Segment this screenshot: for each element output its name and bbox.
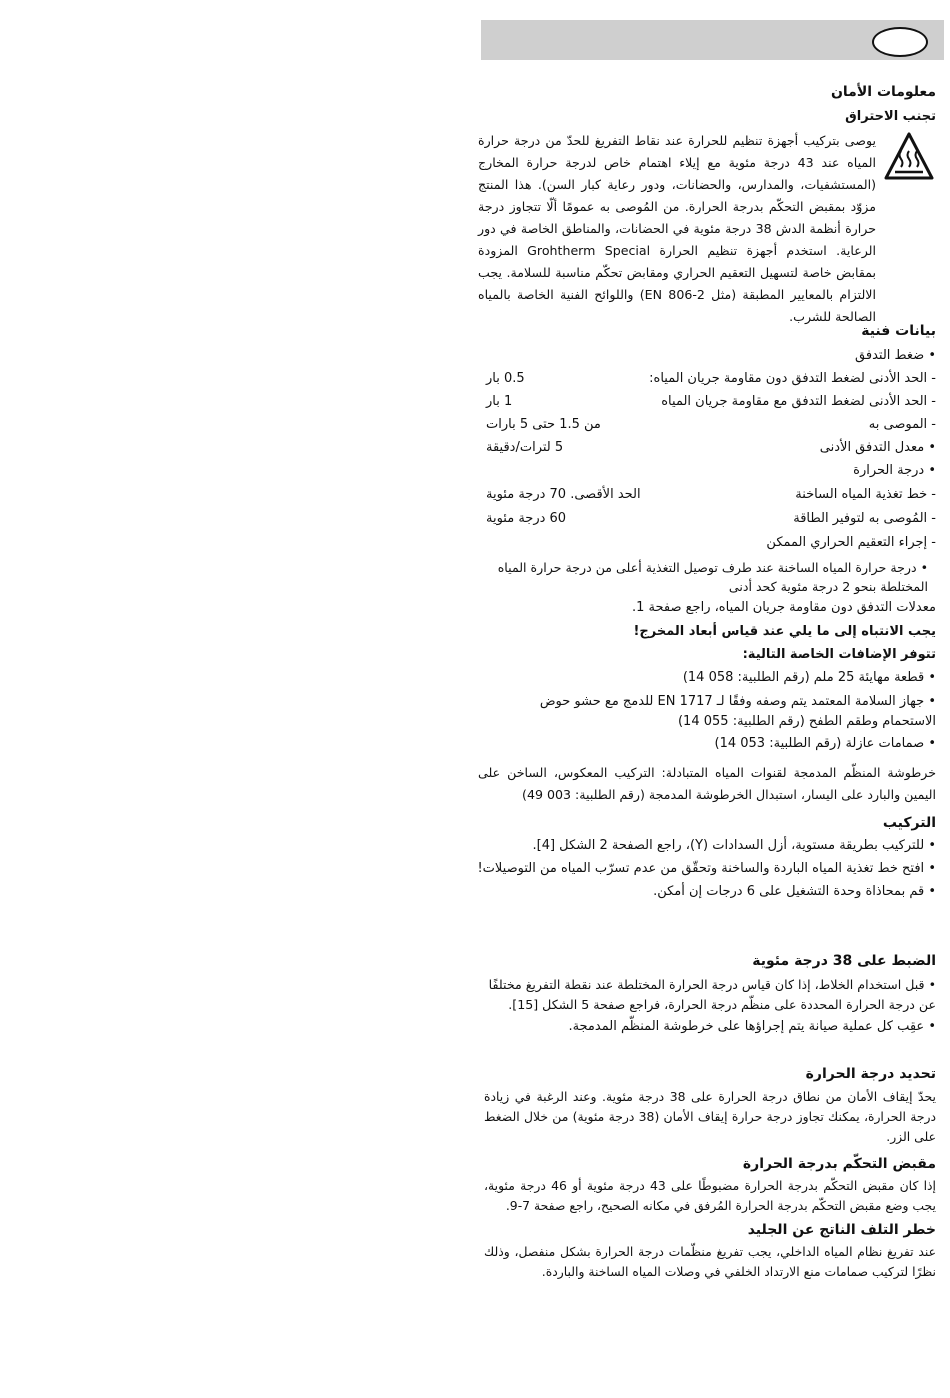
extra-item: • صمامات عازلة (رقم الطلبية: 053 14) — [714, 736, 936, 751]
burn-title: تجنب الاحتراق — [845, 109, 936, 124]
tech-row — [478, 463, 936, 485]
tech-row — [478, 371, 936, 393]
tech-row-label: - خط تغذية المياه الساخنة — [795, 487, 936, 502]
tech-row-label: - الموصى به — [868, 417, 936, 432]
frost-text: عند تفريغ نظام المياه الداخلي، يجب تفريغ منظّمات درجة الحرارة بشكل منفصل، وذلك نظرًا لتركيب صمامات منع الارتداد الخلفي في وصلات المياه الساخنة والباردة. — [484, 1244, 936, 1279]
adjust-item: • قبل استخدام الخلاط، إذا كان قياس درجة الحرارة المختلطة عند نقطة التفريغ مختلفًا عن درجة الحرارة المحددة على منظّم درجة الحرارة، فراجع صفحة 5 الشكل [15]. — [488, 977, 936, 1012]
install-item-text: للتركيب بطريقة مستوية، أزل السدادات (Y)، راجع الصفحة 2 الشكل [4]. — [532, 838, 925, 853]
tech-row-label: - الحد الأدنى لضغط التدفق مع مقاومة جريان المياه — [661, 394, 936, 409]
install-item: • قم بمحاذاة وحدة التشغيل على 6 درجات إن أمكن. — [653, 884, 936, 899]
tech-row — [478, 440, 936, 462]
language-code-oval — [872, 27, 928, 57]
adjust-title: الضبط على 38 درجة مئوية — [752, 953, 936, 969]
tech-row-value: 60 درجة مئوية — [486, 511, 567, 526]
tech-row-label: - الحد الأدنى لضغط التدفق دون مقاومة جريان المياه: — [649, 371, 936, 386]
install-item-text: قم بمحاذاة وحدة التشغيل على 6 درجات إن أمكن. — [653, 884, 925, 899]
extra-item: • قطعة مهايئة 25 ملم (رقم الطلبية: 058 14) — [682, 670, 936, 685]
adjust-item-text: قبل استخدام الخلاط، إذا كان قياس درجة الحرارة المختلطة عند نقطة التفريغ مختلفًا عن درجة الحرارة المحددة على منظّم درجة الحرارة، فراجع صفحة 5 الشكل [15]. — [488, 977, 936, 1012]
tech-row-label: - إجراء التعقيم الحراري الممكن — [766, 535, 936, 550]
extra-item-text: صمامات عازلة (رقم الطلبية: 053 14) — [714, 736, 925, 751]
tech-row-label: • درجة الحرارة — [853, 463, 936, 478]
install-item: • للتركيب بطريقة مستوية، أزل السدادات (Y)، راجع الصفحة 2 الشكل [4]. — [532, 838, 936, 853]
safety-title: معلومات الأمان — [830, 84, 936, 100]
adjust-item-text: عقِب كل عملية صيانة يتم إجراؤها على خرطوشة المنظّم المدمجة. — [568, 1019, 925, 1034]
handle-title: مقبض التحكّم بدرجة الحرارة — [742, 1156, 936, 1172]
install-item-text: افتح خط تغذية المياه الباردة والساخنة وتحقّق من عدم تسرّب المياه من التوصيلات! — [477, 861, 925, 876]
tech-row — [478, 394, 936, 416]
tech-row — [478, 535, 936, 557]
tech-row — [478, 487, 936, 509]
cartridge-note: خرطوشة المنظّم المدمجة لقنوات المياه المتبادلة: التركيب المعكوس، الساخن على اليمين والبارد على اليسار، استبدال الخرطوشة المدمجة (رقم الطلبية: 003 49) — [478, 765, 936, 802]
temp-note: • درجة حرارة المياه الساخنة عند طرف توصيل التغذية أعلى من درجة حرارة المياه المختلطة بنحو 2 درجة مئوية كحد أدنى — [497, 560, 928, 594]
handle-text: إذا كان مقبض التحكّم بدرجة الحرارة مضبوطًا على 43 درجة مئوية أو 46 درجة مئوية، يجب وضع مقبض التحكّم بدرجة الحرارة المُرفق في مكانه الصحيح، راجع صفحة 7-9. — [484, 1178, 936, 1213]
tech-row-value: الحد الأقصى. 70 درجة مئوية — [486, 487, 641, 502]
extra-item-text: قطعة مهايئة 25 ملم (رقم الطلبية: 058 14) — [682, 670, 925, 685]
tech-row — [478, 348, 936, 370]
tech-row-label: • معدل التدفق الأدنى — [819, 440, 936, 455]
tech-row-label: • ضغط التدفق — [855, 348, 936, 363]
install-item: • افتح خط تغذية المياه الباردة والساخنة وتحقّق من عدم تسرّب المياه من التوصيلات! — [477, 861, 936, 876]
extra-item-text: جهاز السلامة المعتمد يتم وصفه وفقًا لـ EN 1717 للدمج مع حشو حوض الاستحمام وطقم الطفح (رقم الطلبية: 055 14) — [539, 694, 936, 729]
extras-title: تتوفر الإضافات الخاصة التالية: — [742, 647, 936, 662]
tech-row-value: 5 لترات/دقيقة — [486, 440, 564, 455]
limit-title: تحديد درجة الحرارة — [805, 1066, 936, 1082]
tech-row-value: 1 بار — [486, 394, 513, 409]
tech-row-value: من 1.5 حتى 5 بارات — [486, 417, 601, 432]
outlet-warning: يجب الانتباه إلى ما يلي عند قياس أبعاد المخرج! — [633, 624, 936, 639]
tech-row — [478, 511, 936, 533]
tech-row-label: - المُوصى به لتوفير الطاقة — [793, 511, 936, 526]
flow-note: معدلات التدفق دون مقاومة جريان المياه، راجع صفحة 1. — [631, 600, 936, 615]
tech-title: بيانات فنية — [861, 323, 936, 339]
hot-surface-warning-icon — [883, 131, 935, 183]
frost-title: خطر التلف الناتج عن الجليد — [747, 1222, 936, 1238]
tech-row — [478, 417, 936, 439]
limit-text: يحدّ إيقاف الأمان من نطاق درجة الحرارة على 38 درجة مئوية. وعند الرغبة في زيادة درجة الحرارة، يمكنك تجاوز درجة حرارة إيقاف الأمان (38 درجة مئوية) من خلال الضغط على الزر. — [484, 1089, 937, 1144]
extra-item: • جهاز السلامة المعتمد يتم وصفه وفقًا لـ EN 1717 للدمج مع حشو حوض الاستحمام وطقم الطفح (رقم الطلبية: 055 14) — [539, 694, 936, 729]
burn-text: يوصى بتركيب أجهزة تنظيم للحرارة عند نقاط التفريغ للحدّ من درجة حرارة المياه عند 43 درجة مئوية مع إيلاء اهتمام خاص لدرجة حرارة المخارج (المستشفيات، والمدارس، والحضانات، ودور رعاية كبار السن). هذا المنتج مزوّد بمقبض التحكّم بدرجة الحرارة. من المُوصى به عمومًا ألّا تتجاوز درجة حرارة أنظمة الدش 38 درجة مئوية في الحضانات، والمناطق الخاصة في دور الرعاية. استخدم أجهزة تنظيم الحرارة Grohtherm Special المزودة بمقابض خاصة لتسهيل التعقيم الحراري ومقابض تحكّم مناسبة للسلامة. يجب الالتزام بالمعايير المطبقة (مثل EN 806-2) واللوائح الفنية الخاصة بالمياه الصالحة للشرب. — [478, 133, 876, 324]
tech-row-value: 0.5 بار — [486, 371, 525, 386]
temp-note-text: درجة حرارة المياه الساخنة عند طرف توصيل التغذية أعلى من درجة حرارة المياه المختلطة بنحو 2 درجة مئوية كحد أدنى — [497, 560, 928, 594]
adjust-item: • عقِب كل عملية صيانة يتم إجراؤها على خرطوشة المنظّم المدمجة. — [568, 1019, 936, 1034]
install-title: التركيب — [882, 815, 936, 831]
